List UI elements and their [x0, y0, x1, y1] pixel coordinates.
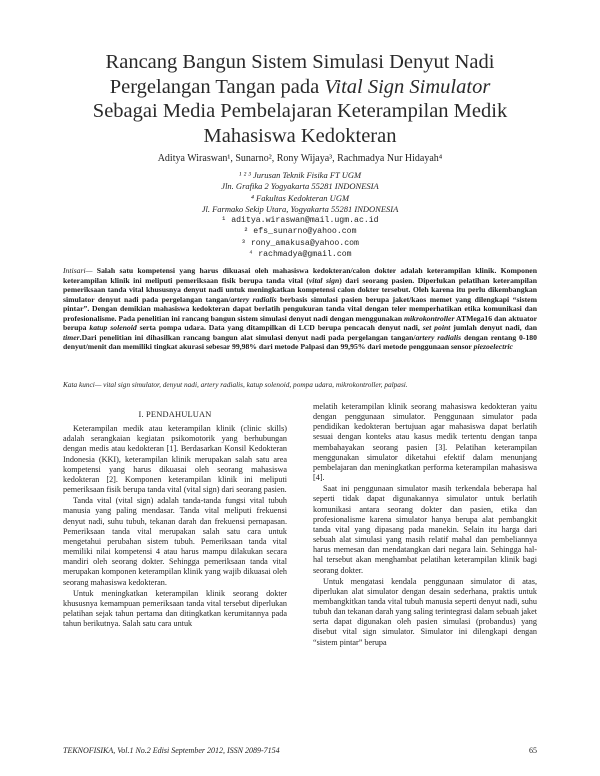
column-right	[313, 402, 537, 648]
affiliation-line: ¹ ² ³ Jurusan Teknik Fisika FT UGM	[238, 170, 362, 180]
page-number: 65	[529, 746, 537, 755]
body-paragraph: Saat ini penggunaan simulator masih terkendala beberapa hal seperti tidak dapat digunakannya simulator untuk berlatih komunikasi antara seorang dokter dan pasien, etika dan profesionalisme karena simulator hanya berupa alat pembangkit tanda vital yang dipasang pada manekin. Selain itu harga dari sebuah alat simulasi yang masih relatif mahal dan pembeliannya harus memesan dan mendatangkan dari negara lain. Sehingga hal-hal tersebut akan menghambat pelatihan keterampilan klinik bagi seorang dokter.	[313, 484, 537, 575]
body-paragraph: Untuk meningkatkan keterampilan klinik seorang dokter khususnya kemampuan pemeriksaan tanda vital tersebut diperlukan pelatihan sejak tahun pertama dan ditingkatkan kerumitannya pada tahun berikutnya. Salah satu cara untuk	[63, 588, 287, 629]
page-footer	[63, 746, 537, 755]
abstract	[63, 266, 537, 352]
abstract-text: dengan rentang 0-180 denyut/menit dan memiliki tingkat akurasi sebesar 99,98% dari metode Palpasi dan 99,95% dari metode penggunaan sensor	[63, 332, 537, 351]
abstract-italic: vital sign	[308, 275, 340, 285]
affiliation-line: ⁴ Fakultas Kedokteran UGM	[250, 192, 350, 203]
abstract-italic: katup solenoid	[89, 323, 137, 332]
abstract-lead: Intisari—	[63, 266, 93, 275]
abstract-text: .Dari penelitian ini dihasilkan rancang bangun alat simulasi denyut nadi pada pergelangan tangan/	[79, 332, 416, 342]
body-paragraph: Keterampilan medik atau keterampilan klinik (clinic skills) adalah serangkaian kegiatan psikomotorik yang berhubungan dengan medis atau kedokteran [1]. Berdasarkan Konsil Kedokteran Indonesia (KKI), keterampilan klinik merupakan salah satu area kompetensi yang harus dikuasai oleh seorang mahasiswa kedokteran [2]. Komponen keterampilan klinik ini meliputi pemeriksaan fisik berupa tanda vital (vital sign) dari seorang pasien.	[63, 424, 287, 495]
author-email: ¹ aditya.wiraswan@mail.ugm.ac.id	[221, 216, 379, 226]
title-line-3: Sebagai Media Pembelajaran Keterampilan Medik	[92, 100, 508, 122]
affiliation-line: Jln. Grafika 2 Yogyakarta 55281 INDONESIA	[221, 181, 379, 192]
title-line-1: Rancang Bangun Sistem Simulasi Denyut Nadi	[105, 51, 495, 73]
affiliation-line: Jl. Farmako Sekip Utara, Yogyakarta 55281 INDONESIA	[201, 203, 399, 214]
title-line-2-text: Pergelangan Tangan pada	[109, 75, 325, 98]
abstract-italic: artery radialis	[415, 332, 462, 342]
title-line-2	[60, 75, 540, 100]
abstract-text: serta pompa udara. Data yang ditampilkan di LCD berupa pencacah denyut nadi,	[136, 323, 423, 332]
abstract-italic: timer	[63, 332, 80, 342]
abstract-italic: artery radialis	[230, 294, 277, 304]
author-email: ² efs_sunarno@yahoo.com	[243, 227, 357, 237]
column-left	[63, 410, 287, 629]
body-paragraph: Tanda vital (vital sign) adalah tanda-tanda fungsi vital tubuh manusia yang paling mendasar. Tanda vital meliputi frekuensi denyut nadi, suhu tubuh, tekanan darah dan frekuensi pernapasan. Pemeriksaan tanda vital merupakan salah satu cara untuk mengetahui perubahan sistem tubuh. Pemeriksaan tanda vital memiliki nilai kompetensi 4 atau harus mampu dilakukan secara mandiri oleh seorang dokter. Sehingga pemeriksaan tanda vital merupakan komponen keterampilan klinik yang wajib dikuasai oleh seorang mahasiswa kedokteran.	[63, 496, 287, 587]
journal-citation: TEKNOFISIKA, Vol.1 No.2 Edisi September 2012, ISSN 2089-7154	[63, 746, 280, 755]
section-heading: I. PENDAHULUAN	[138, 410, 212, 419]
abstract-italic: set point	[422, 323, 451, 332]
abstract-text: ATMega16 dan aktuator berupa	[63, 313, 537, 332]
body-paragraph: melatih keterampilan klinik seorang mahasiswa kedokteran yaitu dengan penggunaan simulator. Penggunaan simulator pada pendidikan kedokteran bertujuan agar mahasiswa dapat berlatih sesuai dengan konteks atau kasus medik tertentu dengan tanpa membahayakan seorang pasien [3]. Pelatihan keterampilan menggunakan simulator diketahui efektif dalam menunjang pembelajaran dan meningkatkan performa keterampilan mahasiswa [4].	[313, 402, 537, 483]
author-email: ⁴ rachmadya@gmail.com	[248, 250, 352, 260]
abstract-text: ) dari seorang pasien. Diperlukan pelatihan keterampilan pemeriksaan tanda vital khususnya denyut nadi untuk meningkatkan kompetensi calon dokter tersebut. Oleh karena itu perlu dikembangkan simulator denyut nadi pada pergelangan tangan/	[63, 275, 537, 304]
keywords: Kata kunci— vital sign simulator, denyut nadi, artery radialis, katup solenoid, pompa udara, mikrokontroller, palpasi.	[63, 380, 408, 389]
body-paragraph: Untuk mengatasi kendala penggunaan simulator di atas, diperlukan alat simulator dengan desain sederhana, praktis untuk membangkitkan tanda vital tubuh manusia seperti denyut nadi, suhu tubuh dan tekanan darah yang saling terintegrasi dalam sebuah jaket serta dapat digunakan oleh pasien simulasi (probandus) yang disebut vital sign simulator. Simulator ini dilengkapi dengan “sistem pintar” berupa	[313, 576, 537, 647]
abstract-text: berbasis simulasi pasien berupa jaket/kaos memet yang dilengkapi “sistem pintar”. Dengan demikian mahasiswa kedokteran dapat berlatih pengukuran tanda vital dengan teler memperhatikan etika komunikasi dan profesionalisme. Pada penelitian ini rancang bangun sistem simulasi denyut nadi dengan menggunakan	[63, 294, 537, 323]
abstract-italic: piezoelectric	[473, 342, 513, 351]
abstract-text: Salah satu kompetensi yang harus dikuasai oleh mahasiswa kedokteran/calon dokter adalah keterampilan klinik. Komponen keterampilan klinik ini meliputi pemeriksaan fisik berupa tanda vital (	[63, 266, 537, 285]
abstract-italic: mikrokontroller	[404, 313, 455, 323]
affiliations	[60, 170, 540, 260]
author-email: ³ rony_amakusa@yahoo.com	[241, 238, 359, 248]
author-list: Aditya Wiraswan¹, Sunarno², Rony Wijaya³, Rachmadya Nur Hidayah⁴	[157, 153, 443, 164]
title-line-4: Mahasiswa Kedokteran	[203, 124, 397, 147]
paper-title	[60, 50, 540, 148]
title-line-2-italic: Vital Sign Simulator	[324, 75, 491, 98]
abstract-text: jumlah denyut nadi, dan	[450, 323, 537, 332]
